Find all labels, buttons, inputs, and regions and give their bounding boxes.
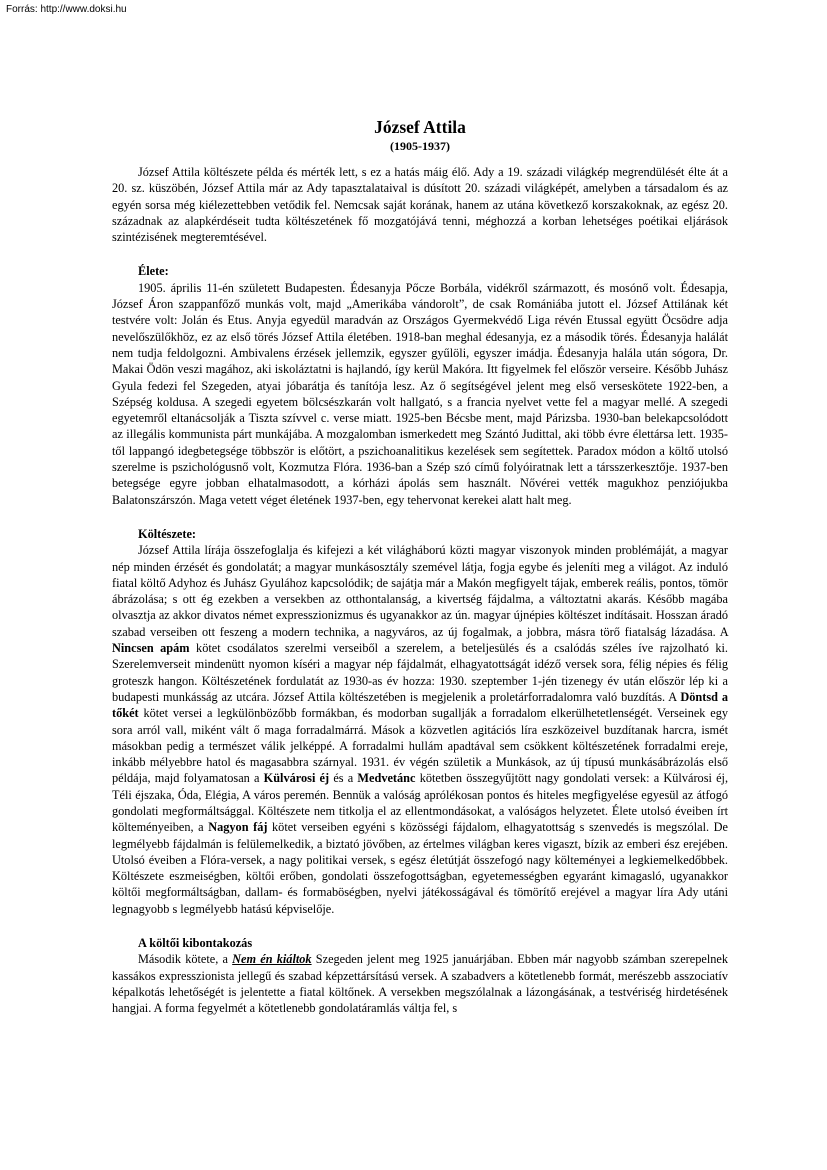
book-title-nincsen-apam: Nincsen apám bbox=[112, 641, 190, 656]
section-heading-kolteszete: Költészete: bbox=[138, 526, 197, 541]
book-title-kulvarosi-ej: Külvárosi éj bbox=[263, 771, 330, 786]
text-run: kötetben összegyűjtött nagy gondolati versek: a Külvárosi éj, Téli éjszaka, Óda, Elégia, A város peremén. Bennük a valóság aprólékosan pontos és hiteles megfigyelése egyesül az átfogó gondolati megformáltsággal. Költészete nem titkolja el az ellentmondásokat, a valóságos helyzetet. Élete utolsó éveiben írt költeményeiben, a bbox=[112, 771, 729, 835]
spacer bbox=[112, 508, 728, 517]
intro-paragraph: József Attila költészete példa és mérték lett, s ez a hatás máig élő. Ady a 19. századi világkép megrendülését élte át a 20. sz. küszöbén, József Attila már az Ady tapasztalataival is dúsított 20. századi világképét, amelyben a társadalom és az egyén sorsa még kiélezettebben vetődik fel. Nemcsak saját korának, hanem az utána következő korszakoknak, az egész 20. századnak az alapkérdéseit tudta költészetének fő mozgatójává tenni, méghozzá a korban lehetséges poétikai eljárások szintézisének megteremtésével. bbox=[112, 165, 728, 245]
section-heading-elete: Élete: bbox=[138, 264, 169, 279]
text-run: József Attila lírája összefoglalja és kifejezi a két világháború közti magyar viszonyok minden problémáját, a magyar nép minden érzését és gondolatát; a magyar munkásosztály szemével látja, fogja egybe és jeleníti meg a világot. Az induló fiatal költő Adyhoz és Juhász Gyulához kapcsolódik; de sajátja már a Makón megfigyelt tájak, emberek reális, pontos, tömör ábrázolása; s ott ég ezekben a versekben az otthontalanság, a kivertség fájdalma, a változtatni akarás. Később magába olvasztja az akkor divatos német expresszionizmus és ugyanakkor az ún. magyar újnépies költészet indításait. Hosszan áradó szabad verseiben ott feszeng a modern technika, a nagyváros, az új fogalmak, a jobbra, másra törő fiatalság lázadása. A bbox=[112, 543, 728, 639]
kibontakozas-paragraph bbox=[112, 951, 728, 1016]
book-link-nem-en-kialtok[interactable]: Nem én kiáltok bbox=[232, 952, 312, 967]
text-run: kötet versei a legkülönbözőbb formákban, és modorban sugallják a forradalom elkerülhetetlenségét. Verseinek egy sora arról vall, miként vált ő maga forradalmárrá. Mások a közvetlen agitációs líra eszközeivel buzdítanak harcra, ismét másokban pedig a természet válik jelképpé. A forradalmi hullám apadtával sem csökkent költészetének forradalmi ereje, inkább mélyebbre hatol és magasabbra szárnyal. 1931. év végén születik a Munkások, az új típusú munkásábrázolás első példája, majd folyamatosan a bbox=[112, 706, 729, 786]
text-run: kötet verseiben egyéni s közösségi fájdalom, elhagyatottság s szenvedés is megszólal. De legmélyebb fájdalmán is felülemelkedik, a biztató jövőben, az értelmes világban keres vigaszt, bízik az emberi ész erejében. Utolsó éveiben a Flóra-versek, a nagy politikai versek, s egész életútját összefogó nagy költeményei a legkiemelkedőbbek. Költészete eszmeiségben, költői erőben, gondolati összefogottságban, egyetemességben egyaránt kimagasló, ugyanakkor költői megformáltságban, dallam- és formaböségben, nyelvi játékosságával és tömörítő erejével a magyar líra Ady utáni legnagyobb s legmélyebb hatású képviselője. bbox=[112, 820, 728, 916]
text-run: Szegeden jelent meg 1925 januárjában. Ebben már nagyobb számban szerepelnek kassákos expresszionista jellegű és szabad képzettársítású versek. A szabadvers a kötetlenebb formát, merészebb asszociatív képalkotás lehetőségét is jelentette a fiatal költőnek. A versekben megszólalnak a lázongásának, a testvériség hirdetésének hangjai. A forma fegyelmét a kötetlenebb gondolatáramlás váltja fel, s bbox=[112, 952, 728, 1016]
spacer bbox=[112, 245, 728, 254]
text-run: Második kötete, a bbox=[138, 952, 228, 967]
text-run: és a bbox=[333, 771, 354, 786]
book-title-medvetanc: Medvetánc bbox=[357, 771, 416, 786]
document-title: József Attila bbox=[374, 117, 466, 137]
source-note: Forrás: http://www.doksi.hu bbox=[6, 4, 127, 15]
book-title-dontsd-a-toket: Döntsd a tőkét bbox=[112, 689, 728, 721]
lifespan-dates: (1905-1937) bbox=[390, 139, 450, 153]
kolteszete-paragraph bbox=[112, 542, 728, 917]
section-heading-kibontakozas: A költői kibontakozás bbox=[138, 936, 253, 951]
text-run: kötet csodálatos szerelmi verseiből a szerelem, a beteljesülés és a csalódás széles íve rajzolható ki. Szerelemverseit mindenütt nyomon kíséri a magyar nép fájdalmát, elhagyatottságát idéző versek sora, félig népies és félig groteszk hangon. Költészetének fordulatát az 1930-as év hozza: 1930. szeptember 1-jén tizenegy év után először lép ki a budapesti munkásság az utcára. József Attila költészetében is megjelenik a proletárforradalomra való buzdítás. A bbox=[112, 641, 728, 704]
elete-paragraph: 1905. április 11-én született Budapesten. Édesanyja Pőcze Borbála, vidékről származott, és mosónő volt. Édesapja, József Áron szappanfőző munkás volt, majd „Amerikába vándorolt”, de csak Romániába jutott el. József Attilának két testvére volt: Jolán és Etus. Anyja egyedül maradván az Országos Gyermekvédő Liga révén Etussal együtt Öcsödre adja nevelőszülőkhöz, ez az első törés József Attila életében. 1918-ban meghal édesanyja, ez a második törés. Édesanyja halálát nem tudja feldolgozni. Ambivalens érzések jellemzik, egyszer gyűlöli, egyszer imádja. Édesanyja halála után sógora, Dr. Makai Ödön veszi magához, aki iskoláztatni is hajlandó, így kerül Makóra. Itt figyelmek fel először verseire. Később Juhász Gyula fedezi fel Szegeden, atyai jóbarátja és tanítója lesz. Az ő segítségével jelent meg első verseskötete 1922-ben, a Szépség koldusa. A szegedi egyetem bölcsészkarán volt hallgató, s a francia nyelvet vette fel a magyar mellé. A szegedi egyetemről eltanácsolják a Tiszta szívvel c. verse miatt. 1925-ben Bécsbe ment, majd Párizsba. 1930-ban belekapcsolódott az illegális kommunista párt munkájába. A mozgalomban ismerkedett meg Szántó Judittal, aki több évre élettársa lett. 1935-től lappangó idegbetegsége többször is előtört, a pszichoanalitikus kezelések sem segítettek. Paradox módon a költő utolsó szerelme is pszichológusnő volt, Kozmutza Flóra. 1936-ban a Szép szó című folyóiratnak lett a társszerkesztője. 1937-ben betegsége egyre jobban elhatalmasodott, a kórházi ápolás sem használt. Nővérei vették magukhoz penziójukba Balatonszárszón. Maga vetett véget életének 1937-ben, egy tehervonat kerekei alatt halt meg. bbox=[112, 280, 728, 507]
spacer bbox=[112, 917, 728, 926]
document-page bbox=[112, 117, 728, 1017]
book-title-nagyon-faj: Nagyon fáj bbox=[208, 820, 268, 835]
